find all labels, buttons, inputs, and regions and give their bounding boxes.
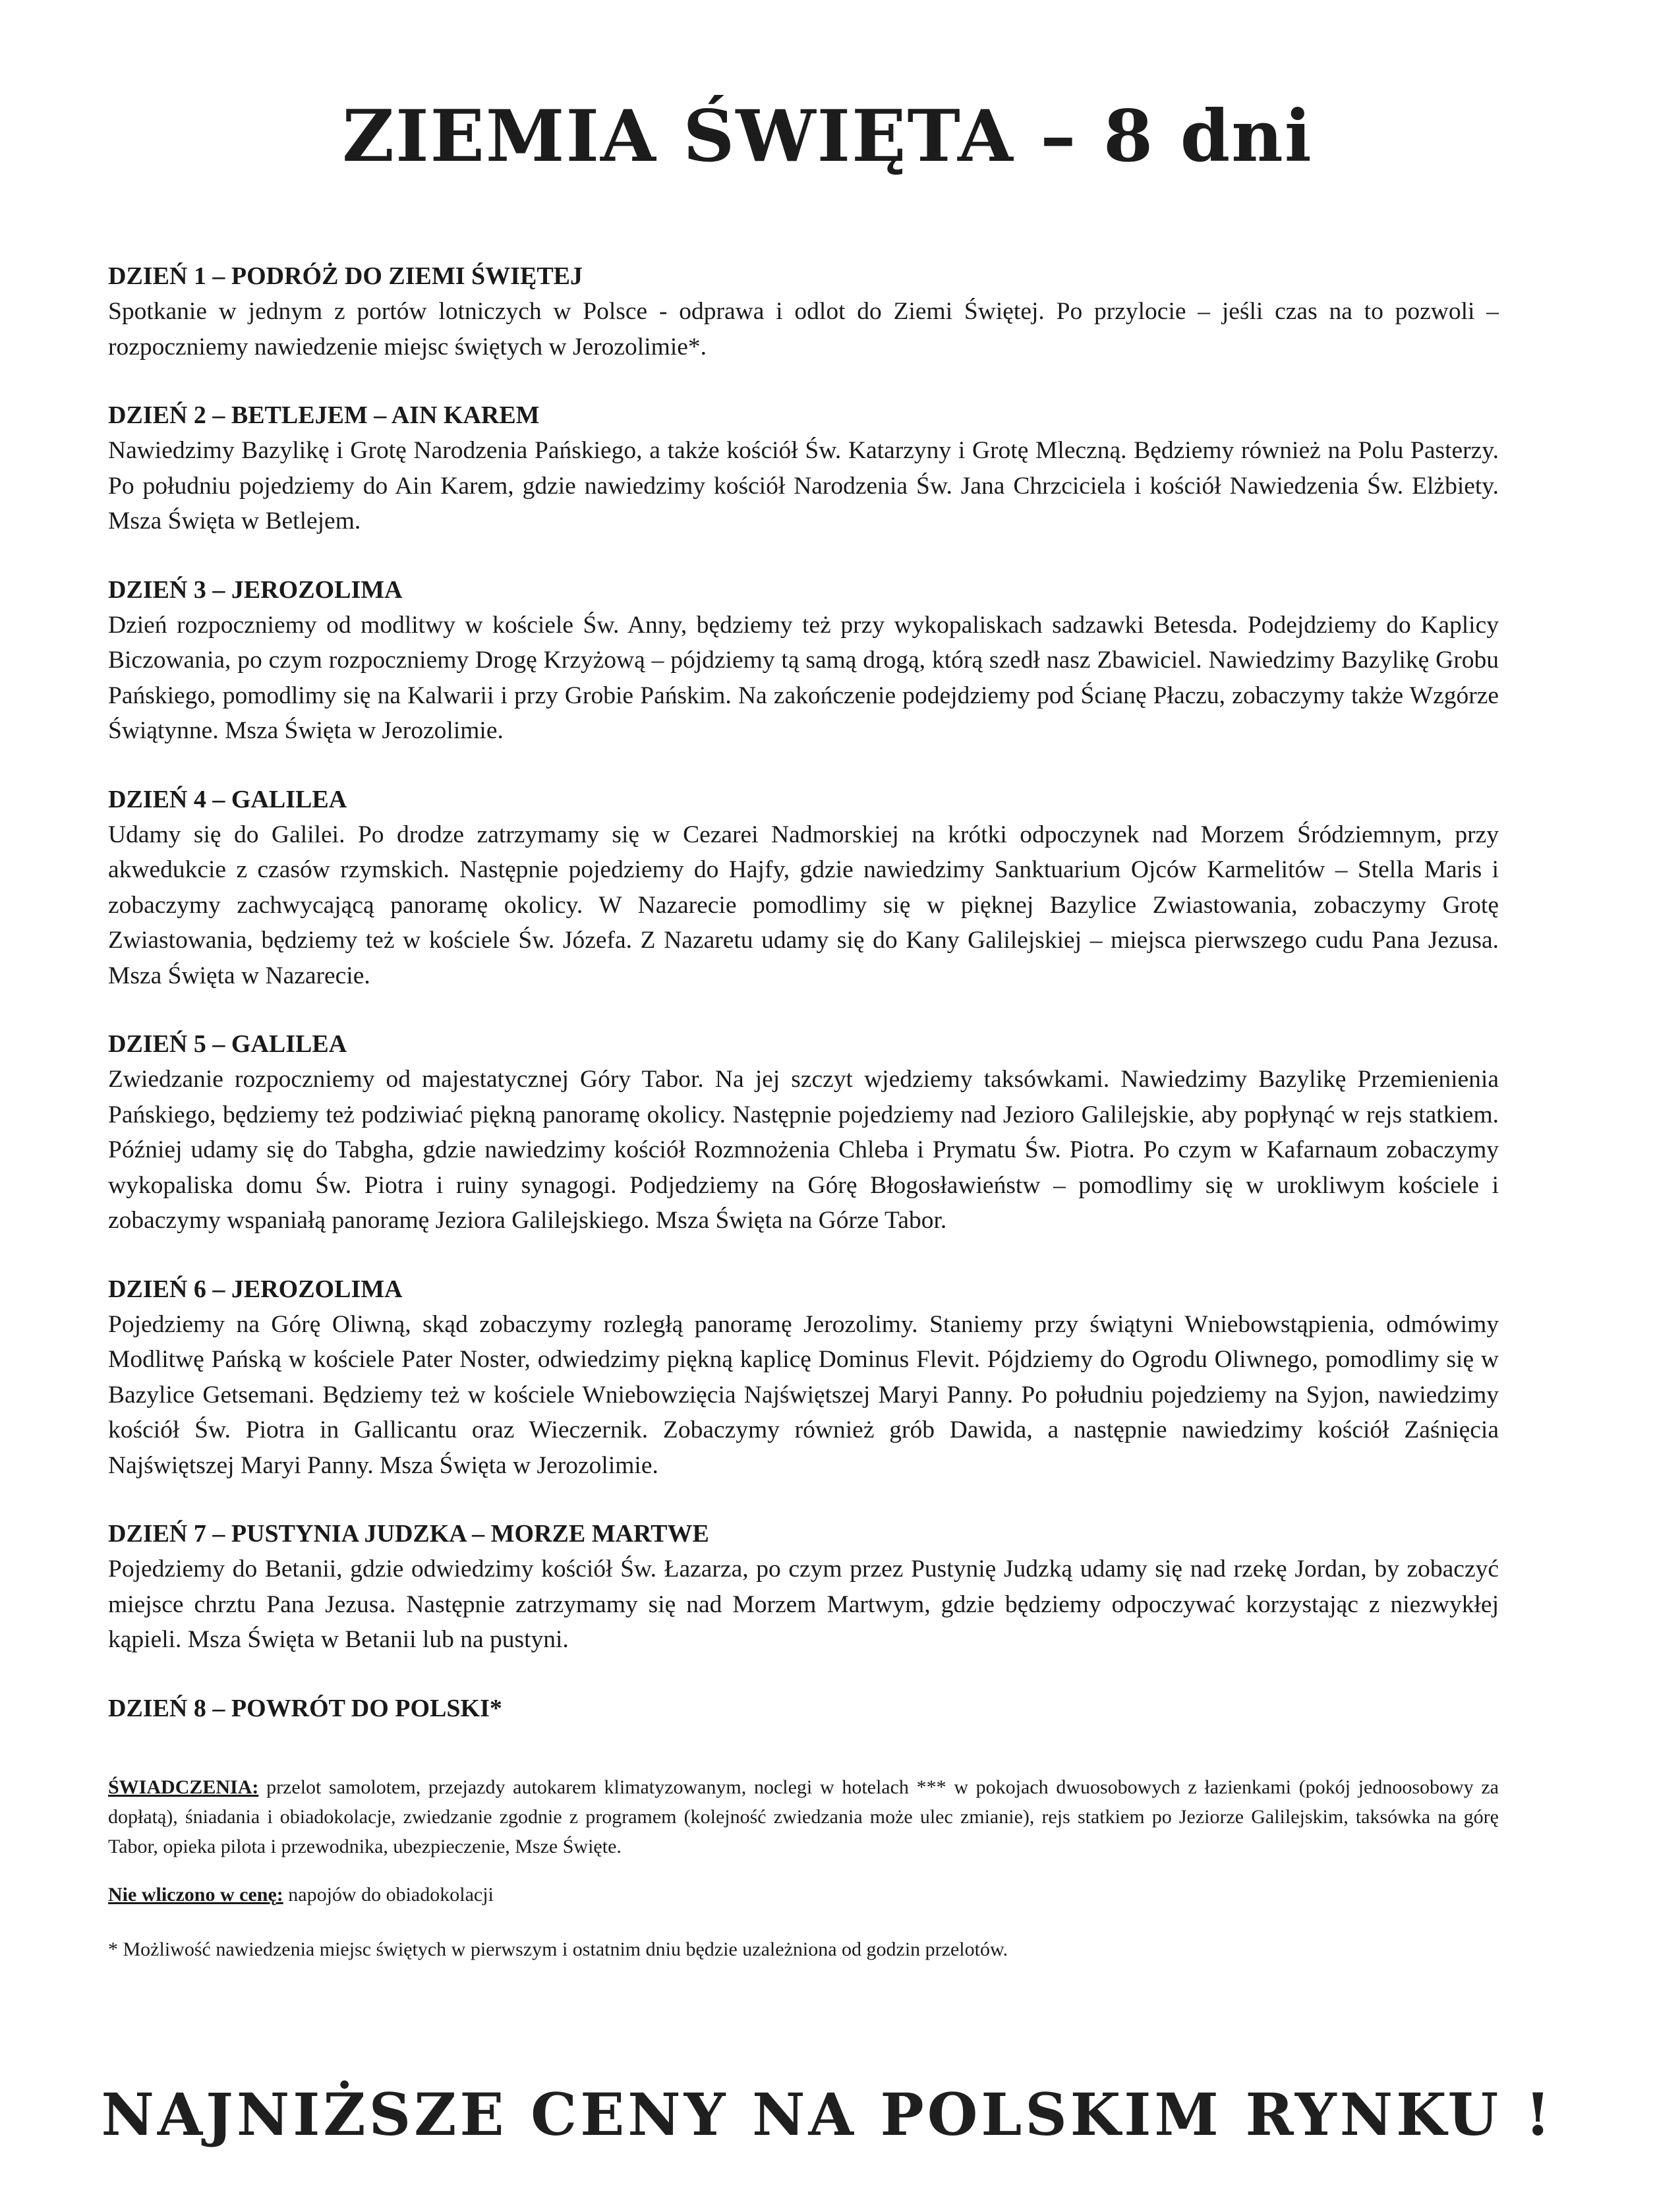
day-description: Pojedziemy do Betanii, gdzie odwiedzimy kościół Św. Łazarza, po czym przez Pustynię Judzką udamy się nad rzekę Jordan, by zobaczyć miejsce chrztu Pana Jezusa. Następnie zatrzymamy się nad Morzem Martwym, gdzie będziemy odpoczywać korzystając z niezwykłej kąpieli. Msza Święta w Betanii lub na pustyni. xyxy=(108,1556,1499,1653)
day-heading: DZIEŃ 1 – PODRÓŻ DO ZIEMI ŚWIĘTEJ xyxy=(108,262,583,290)
day-heading: DZIEŃ 3 – JEROZOLIMA xyxy=(108,575,403,604)
not-included-text: napojów do obiadokolacji xyxy=(283,1883,494,1906)
day-heading: DZIEŃ 4 – GALILEA xyxy=(108,785,347,813)
not-included-paragraph xyxy=(108,1880,1499,1909)
footnote: * Możliwość nawiedzenia miejsc świętych w pierwszym i ostatnim dniu będzie uzależniona od godzin przelotów. xyxy=(108,1938,1008,1960)
day-description: Spotkanie w jednym z portów lotniczych w Polsce - odprawa i odlot do Ziemi Świętej. Po przylocie – jeśli czas na to pozwoli – rozpoczniemy nawiedzenie miejsc świętych w Jerozolimie*. xyxy=(108,298,1499,361)
itinerary xyxy=(108,258,1499,1964)
page-title: ZIEMIA ŚWIĘTA – 8 dni xyxy=(342,95,1313,178)
day-5 xyxy=(108,1026,1499,1238)
services-paragraph xyxy=(108,1772,1499,1861)
day-4 xyxy=(108,782,1499,994)
day-heading: DZIEŃ 8 – POWRÓT DO POLSKI* xyxy=(108,1694,502,1722)
day-8 xyxy=(108,1691,1499,1726)
day-description: Nawiedzimy Bazylikę i Grotę Narodzenia Pańskiego, a także kościół Św. Katarzyny i Grotę Mleczną. Będziemy również na Polu Pasterzy. Po południu pojedziemy do Ain Karem, gdzie nawiedzimy kościół Narodzenia Św. Jana Chrzciciela i kościół Nawiedzenia Św. Elżbiety. Msza Święta w Betlejem. xyxy=(108,437,1499,535)
day-6 xyxy=(108,1271,1499,1484)
services-label: ŚWIADCZENIA: xyxy=(108,1776,259,1798)
day-heading: DZIEŃ 6 – JEROZOLIMA xyxy=(108,1275,403,1303)
not-included-label: Nie wliczono w cenę: xyxy=(108,1883,283,1906)
day-description: Dzień rozpoczniemy od modlitwy w kościele Św. Anny, będziemy też przy wykopaliskach sadzawki Betesda. Podejdziemy do Kaplicy Biczowania, po czym rozpoczniemy Drogę Krzyżową – pójdziemy tą samą drogą, którą szedł nasz Zbawiciel. Nawiedzimy Bazylikę Grobu Pańskiego, pomodlimy się na Kalwarii i przy Grobie Pańskim. Na zakończenie podejdziemy pod Ścianę Płaczu, zobaczymy także Wzgórze Świątynne. Msza Święta w Jerozolimie. xyxy=(108,611,1499,744)
day-2 xyxy=(108,397,1499,539)
day-1 xyxy=(108,258,1499,364)
day-heading: DZIEŃ 7 – PUSTYNIA JUDZKA – MORZE MARTWE xyxy=(108,1520,709,1548)
day-heading: DZIEŃ 5 – GALILEA xyxy=(108,1030,347,1058)
day-7 xyxy=(108,1516,1499,1658)
services-text: przelot samolotem, przejazdy autokarem klimatyzowanym, noclegi w hotelach *** w pokojach dwuosobowych z łazienkami (pokój jednoosobowy za dopłatą), śniadania i obiadokolacje, zwiedzanie zgodnie z programem (kolejność zwiedzania może ulec zmianie), rejs statkiem po Jeziorze Galilejskim, taksówka na górę Tabor, opieka pilota i przewodnika, ubezpieczenie, Msze Święte. xyxy=(108,1776,1499,1857)
day-description: Pojedziemy na Górę Oliwną, skąd zobaczymy rozległą panoramę Jerozolimy. Staniemy przy świątyni Wniebowstąpienia, odmówimy Modlitwę Pańską w kościele Pater Noster, odwiedzimy piękną kaplicę Dominus Flevit. Pójdziemy do Ogrodu Oliwnego, pomodlimy się w Bazylice Getsemani. Będziemy też w kościele Wniebowzięcia Najświętszej Maryi Panny. Po południu pojedziemy na Syjon, nawiedzimy kościół Św. Piotra in Gallicantu oraz Wieczernik. Zobaczymy również grób Dawida, a następnie nawiedzimy kościół Zaśnięcia Najświętszej Maryi Panny. Msza Święta w Jerozolimie. xyxy=(108,1310,1499,1479)
day-description: Udamy się do Galilei. Po drodze zatrzymamy się w Cezarei Nadmorskiej na krótki odpoczynek nad Morzem Śródziemnym, przy akwedukcie z czasów rzymskich. Następnie pojedziemy do Hajfy, gdzie nawiedzimy Sanktuarium Ojców Karmelitów – Stella Maris i zobaczymy zachwycającą panoramę okolicy. W Nazarecie pomodlimy się w pięknej Bazylice Zwiastowania, zobaczymy Grotę Zwiastowania, będziemy też w kościele Św. Józefa. Z Nazaretu udamy się do Kany Galilejskiej – miejsca pierwszego cudu Pana Jezusa. Msza Święta w Nazarecie. xyxy=(108,821,1499,989)
day-3 xyxy=(108,572,1499,749)
price-banner: NAJNIŻSZE CENY NA POLSKIM RYNKU ! xyxy=(101,2080,1554,2149)
day-description: Zwiedzanie rozpoczniemy od majestatycznej Góry Tabor. Na jej szczyt wjedziemy taksówkami. Nawiedzimy Bazylikę Przemienienia Pańskiego, będziemy też podziwiać piękną panoramę okolicy. Następnie pojedziemy nad Jezioro Galilejskie, aby popłynąć w rejs statkiem. Później udamy się do Tabgha, gdzie nawiedzimy kościół Rozmnożenia Chleba i Prymatu Św. Piotra. Po czym w Kafarnaum zobaczymy wykopaliska domu Św. Piotra i ruiny synagogi. Podjedziemy na Górę Błogosławieństw – pomodlimy się w urokliwym kościele i zobaczymy wspaniałą panoramę Jeziora Galilejskiego. Msza Święta na Górze Tabor. xyxy=(108,1066,1499,1234)
day-heading: DZIEŃ 2 – BETLEJEM – AIN KAREM xyxy=(108,401,540,429)
